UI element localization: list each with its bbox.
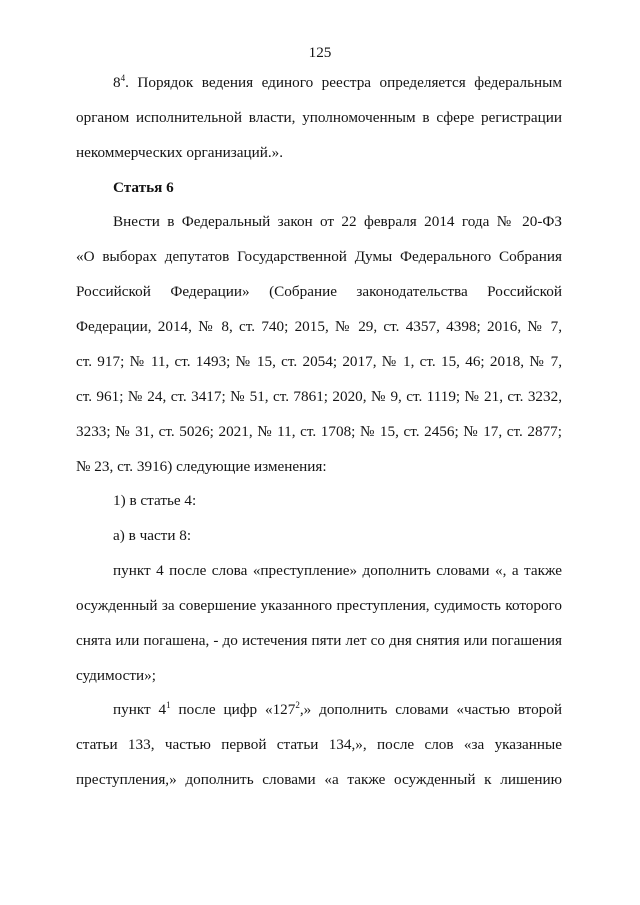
- paragraph-8-4-line-3: некоммерческих организаций.».: [76, 144, 284, 161]
- article-heading: Статья 6: [113, 179, 174, 196]
- paragraph-text: . Порядок ведения единого реестра определяется федеральным: [125, 74, 562, 91]
- article-6-line-7: 3233; № 31, ст. 5026; 2021, № 11, ст. 1708; № 15, ст. 2456; № 17, ст. 2877;: [76, 423, 562, 440]
- punkt-4-1-line-3: преступления,» дополнить словами «а также осужденный к лишению: [76, 771, 562, 788]
- punkt-4-line-2: осужденный за совершение указанного преступления, судимость которого: [76, 597, 562, 614]
- paragraph-marker-superscript: 4: [120, 73, 126, 83]
- paragraph-8-4-line-1: [113, 73, 562, 93]
- punkt-4-1-text-b: ,» дополнить словами «частью второй: [299, 701, 562, 718]
- punkt-superscript: 1: [166, 700, 171, 710]
- article-6-line-2: «О выборах депутатов Государственной Думы Федерального Собрания: [76, 248, 562, 265]
- punkt-4-line-1: пункт 4 после слова «преступление» дополнить словами «, а также: [113, 562, 562, 579]
- punkt-4-1-line-2: статьи 133, частью первой статьи 134,», после слов «за указанные: [76, 736, 562, 753]
- paragraph-marker: 8: [113, 74, 121, 91]
- article-6-line-3: Российской Федерации» (Собрание законодательства Российской: [76, 283, 562, 300]
- article-6-line-1: Внести в Федеральный закон от 22 февраля 2014 года № 20-ФЗ: [113, 213, 562, 230]
- page-number: 125: [308, 44, 332, 61]
- punkt-4-1-label: пункт 4: [113, 701, 167, 718]
- article-6-line-5: ст. 917; № 11, ст. 1493; № 15, ст. 2054; 2017, № 1, ст. 15, 46; 2018, № 7,: [76, 353, 562, 370]
- article-6-line-8: № 23, ст. 3916) следующие изменения:: [76, 458, 327, 475]
- paragraph-8-4-line-2: органом исполнительной власти, уполномоченным в сфере регистрации: [76, 109, 562, 126]
- article-6-line-4: Федерации, 2014, № 8, ст. 740; 2015, № 29, ст. 4357, 4398; 2016, № 7,: [76, 318, 562, 335]
- digit-superscript: 2: [295, 700, 300, 710]
- item-a: а) в части 8:: [113, 527, 192, 544]
- article-6-line-6: ст. 961; № 24, ст. 3417; № 51, ст. 7861; 2020, № 9, ст. 1119; № 21, ст. 3232,: [76, 388, 562, 405]
- punkt-4-line-4: судимости»;: [76, 667, 156, 684]
- punkt-4-line-3: снята или погашена, - до истечения пяти лет со дня снятия или погашения: [76, 632, 562, 649]
- item-1: 1) в статье 4:: [113, 492, 197, 509]
- punkt-4-1-line-1: [113, 700, 562, 720]
- punkt-4-1-text-a: после цифр «127: [170, 701, 296, 718]
